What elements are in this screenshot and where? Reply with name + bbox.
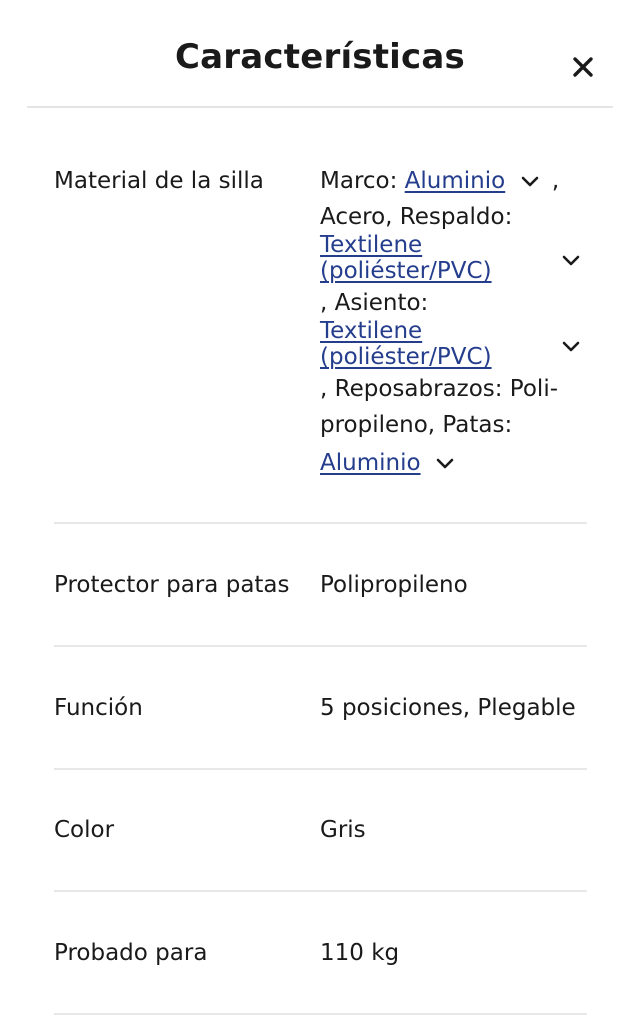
material-line-acero: Acero, Respaldo:: [320, 204, 513, 230]
spec-value: Gris: [320, 817, 366, 843]
marco-material-link[interactable]: Aluminio: [404, 168, 506, 194]
spec-row: [54, 813, 587, 853]
panel-title: Características: [175, 37, 465, 77]
panel-header: [0, 0, 640, 107]
spec-row-material: [54, 164, 587, 494]
asiento-material-link-line2[interactable]: (poliéster/PVC): [320, 344, 492, 370]
material-line-marco: [320, 164, 559, 198]
row-divider: [54, 1013, 587, 1015]
spec-label: Función: [54, 695, 143, 721]
material-line-patas-value: [320, 446, 456, 480]
chevron-down-icon[interactable]: [560, 252, 582, 270]
spec-label: Protector para patas: [54, 572, 290, 598]
spec-row: [54, 691, 587, 731]
material-line-patas: propileno, Patas:: [320, 412, 513, 438]
row-divider: [54, 522, 587, 524]
spec-value: 110 kg: [320, 940, 400, 966]
header-divider: [27, 106, 613, 108]
chevron-down-icon[interactable]: [519, 173, 541, 191]
marco-suffix: ,: [551, 168, 560, 194]
marco-prefix: Marco:: [320, 168, 405, 194]
close-button[interactable]: [568, 52, 598, 82]
row-divider: [54, 645, 587, 647]
spec-value: 5 posiciones, Plegable: [320, 695, 576, 721]
chevron-down-icon[interactable]: [560, 338, 582, 356]
spec-label: Color: [54, 817, 115, 843]
spec-label: Probado para: [54, 940, 208, 966]
close-icon[interactable]: [568, 52, 598, 82]
material-line-asiento: , Asiento:: [320, 290, 429, 316]
patas-material-link[interactable]: Aluminio: [320, 450, 421, 476]
spec-label: Material de la silla: [54, 168, 264, 194]
spec-value: Polipropileno: [320, 572, 468, 598]
row-divider: [54, 768, 587, 770]
material-line-reposabrazos: , Reposabrazos: Poli-: [320, 376, 559, 402]
asiento-material-link-line1[interactable]: Textilene: [320, 318, 423, 344]
row-divider: [54, 890, 587, 892]
respaldo-material-link-line2[interactable]: (poliéster/PVC): [320, 258, 492, 284]
spec-row: [54, 936, 587, 976]
respaldo-material-link-line1[interactable]: Textilene: [320, 232, 423, 258]
spec-value-material: [320, 164, 590, 484]
chevron-down-icon[interactable]: [434, 455, 456, 473]
spec-row: [54, 568, 587, 608]
